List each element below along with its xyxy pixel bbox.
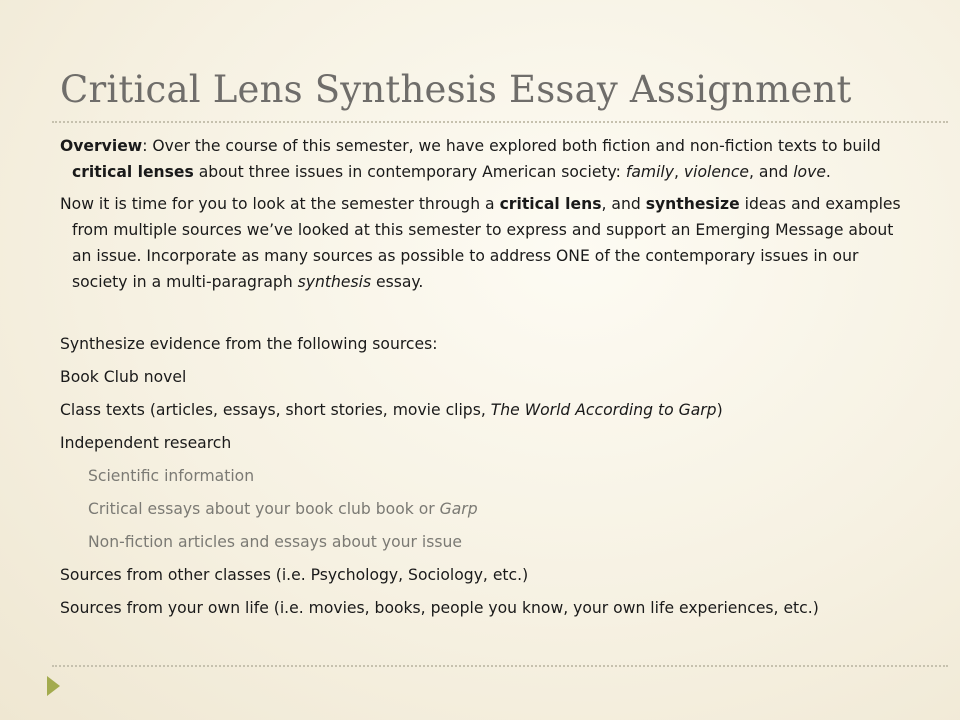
overview-text: about three issues in contemporary American society: bbox=[193, 163, 626, 181]
critical-lenses-term: critical lenses bbox=[72, 163, 194, 181]
source-own-life: Sources from your own life (i.e. movies, books, people you know, your own life experiences, etc.) bbox=[60, 599, 819, 617]
issue-family: family bbox=[625, 163, 674, 181]
play-arrow-icon bbox=[47, 676, 60, 696]
source-independent-research: Independent research bbox=[60, 434, 232, 452]
assignment-text: essay. bbox=[371, 273, 424, 291]
title-divider bbox=[52, 121, 948, 123]
slide-title: Critical Lens Synthesis Essay Assignment bbox=[60, 68, 852, 111]
sub-source-critical-essays bbox=[60, 493, 906, 526]
garp-title: Garp bbox=[439, 500, 478, 518]
overview-text: . bbox=[825, 163, 831, 181]
synthesis-term: synthesis bbox=[297, 273, 372, 291]
source-book-club: Book Club novel bbox=[60, 368, 187, 386]
synthesize-term: synthesize bbox=[645, 195, 740, 213]
source-other-classes: Sources from other classes (i.e. Psychology, Sociology, etc.) bbox=[60, 566, 529, 584]
overview-paragraph bbox=[60, 133, 906, 185]
sub-source-scientific: Scientific information bbox=[88, 467, 255, 485]
issue-violence: violence bbox=[683, 163, 749, 181]
assignment-text: ideas and examples from multiple sources we’ve looked at this semester to express and support an Emerging Message about an issue. Incorporate as many sources as possible to address ONE of the contemporary issues in our society in a multi-paragraph bbox=[72, 195, 901, 291]
sources-intro: Synthesize evidence from the following sources: bbox=[60, 335, 438, 353]
overview-text: , bbox=[674, 163, 684, 181]
critical-essays-text: Critical essays about your book club book or bbox=[88, 500, 440, 518]
sub-source-nonfiction: Non-fiction articles and essays about your issue bbox=[88, 533, 462, 551]
overview-text: , and bbox=[749, 163, 794, 181]
assignment-text: , and bbox=[601, 195, 646, 213]
critical-lens-term: critical lens bbox=[499, 195, 602, 213]
issue-love: love bbox=[793, 163, 826, 181]
spacer bbox=[60, 301, 906, 328]
overview-label: Overview bbox=[60, 137, 143, 155]
source-class-texts bbox=[60, 394, 906, 427]
slide-body bbox=[60, 133, 906, 625]
assignment-paragraph bbox=[60, 191, 906, 295]
assignment-text: Now it is time for you to look at the semester through a bbox=[60, 195, 500, 213]
class-texts-text: Class texts (articles, essays, short stories, movie clips, bbox=[60, 401, 491, 419]
overview-text: : Over the course of this semester, we have explored both fiction and non-fiction texts to build bbox=[142, 137, 881, 155]
class-texts-text: ) bbox=[716, 401, 723, 419]
garp-title: The World According to Garp bbox=[490, 401, 717, 419]
footer-divider bbox=[52, 665, 948, 667]
